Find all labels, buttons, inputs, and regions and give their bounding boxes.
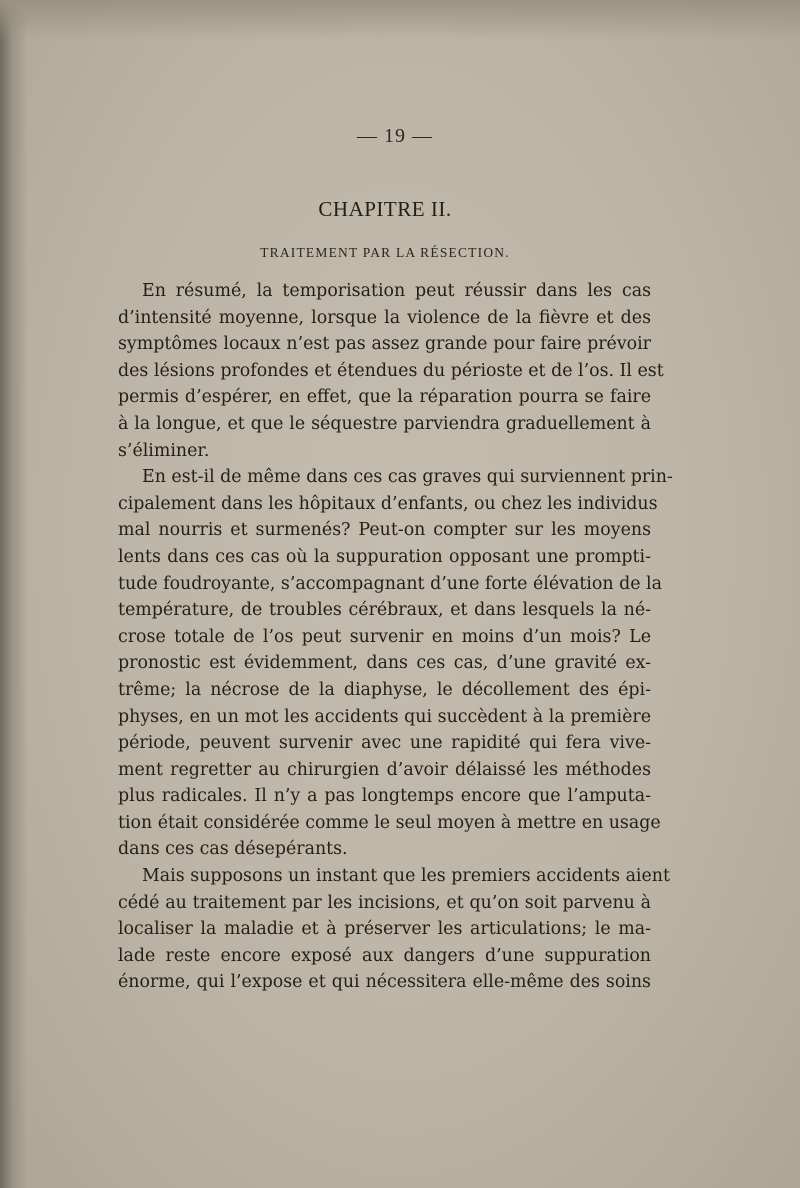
section-title: TRAITEMENT PAR LA RÉSECTION.	[260, 245, 510, 260]
text-line: des lésions profondes et étendues du périoste et de l’os. Il est	[118, 360, 664, 381]
text-line: cédé au traitement par les incisions, et qu’on soit parvenu à	[118, 892, 651, 913]
text-line: tude foudroyante, s’accompagnant d’une forte élévation de la	[118, 573, 662, 594]
text-line: permis d’espérer, en effet, que la réparation pourra se faire	[118, 387, 651, 408]
text-line: dans ces cas désepérants.	[118, 839, 348, 860]
text-line: En résumé, la temporisation peut réussir dans les cas	[142, 281, 651, 301]
text-line: d’intensité moyenne, lorsque la violence de la fièvre et des	[118, 307, 651, 328]
text-line: à la longue, et que le séquestre parviendra graduellement à	[118, 413, 651, 434]
page-binding-shadow	[0, 0, 28, 1188]
chapter-title: CHAPITRE II.	[318, 197, 452, 221]
text-line: température, de troubles cérébraux, et dans lesquels la né-	[118, 600, 651, 621]
body-text	[118, 278, 673, 996]
text-line: crose totale de l’os peut survenir en moins d’un mois? Le	[118, 626, 651, 647]
text-line: trême; la nécrose de la diaphyse, le décollement des épi-	[118, 679, 651, 700]
text-line: lade reste encore exposé aux dangers d’une suppuration	[118, 945, 651, 966]
text-line: pronostic est évidemment, dans ces cas, d’une gravité ex-	[118, 653, 651, 674]
text-line: Mais supposons un instant que les premiers accidents aient	[142, 866, 670, 887]
text-line: s’éliminer.	[118, 440, 210, 461]
text-line: physes, en un mot les accidents qui succèdent à la première	[118, 706, 651, 727]
text-line: cipalement dans les hôpitaux d’enfants, ou chez les individus	[118, 493, 658, 514]
text-line: énorme, qui l’expose et qui nécessitera elle-même des soins	[118, 972, 651, 993]
text-line: plus radicales. Il n’y a pas longtemps encore que l’amputa-	[118, 786, 651, 807]
text-line: mal nourris et surmenés? Peut-on compter sur les moyens	[118, 520, 651, 541]
text-line: localiser la maladie et à préserver les articulations; le ma-	[118, 919, 651, 940]
text-line: symptômes locaux n’est pas assez grande pour faire prévoir	[118, 334, 651, 355]
text-line: ment regretter au chirurgien d’avoir délaissé les méthodes	[118, 759, 651, 780]
page-number: — 19 —	[357, 125, 433, 147]
text-line: période, peuvent survenir avec une rapidité qui fera vive-	[118, 733, 651, 754]
text-line: lents dans ces cas où la suppuration opposant une prompti-	[118, 546, 651, 567]
text-line: En est-il de même dans ces cas graves qui surviennent prin-	[142, 467, 673, 488]
text-line: tion était considérée comme le seul moyen à mettre en usage	[118, 812, 661, 833]
page-top-shadow	[0, 0, 800, 40]
